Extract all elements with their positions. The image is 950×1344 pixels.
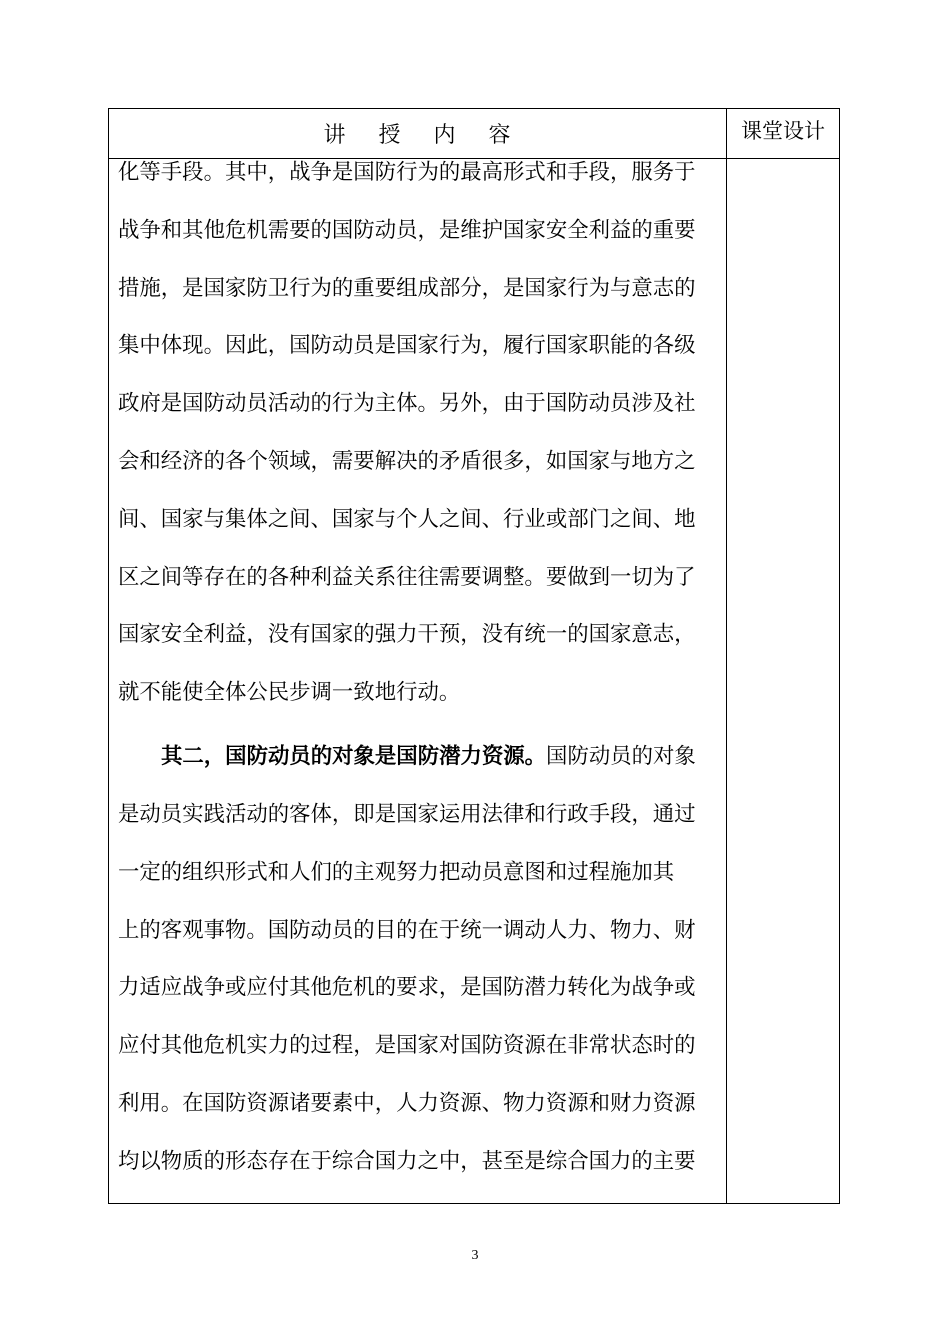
text-line: 上的客观事物。国防动员的目的在于统一调动人力、物力、财 [118,917,696,943]
text-line: 应付其他危机实力的过程，是国家对国防资源在非常状态时的 [118,1033,696,1059]
paragraph-two-heading: 其二，国防动员的对象是国防潜力资源。 [161,744,547,770]
column-divider [726,109,727,1203]
text-line: 利用。在国防资源诸要素中，人力资源、物力资源和财力资源 [118,1090,696,1116]
page-number: 3 [471,1248,479,1263]
text-line: 力适应战争或应付其他危机的要求，是国防潜力转化为战争或 [118,975,696,1001]
text-line: 区之间等存在的各种利益关系往往需要调整。要做到一切为了 [118,564,696,590]
text-line: 是动员实践活动的客体，即是国家运用法律和行政手段，通过 [118,801,696,827]
text-line: 化等手段。其中，战争是国防行为的最高形式和手段，服务于 [118,160,696,185]
text-line: 会和经济的各个领域，需要解决的矛盾很多，如国家与地方之 [118,448,696,474]
text-line: 均以物质的形态存在于综合国力之中，甚至是综合国力的主要 [118,1148,696,1174]
paragraph-two-first-line [118,743,719,801]
lecture-content-cell [118,159,719,1206]
header-lecture-content: 讲 授 内 容 [323,123,512,148]
text-line: 政府是国防动员活动的行为主体。另外，由于国防动员涉及社 [118,391,696,417]
text-line: 一定的组织形式和人们的主观努力把动员意图和过程施加其 [118,859,675,885]
text-line: 就不能使全体公民步调一致地行动。 [118,680,461,706]
table-header-row [109,109,839,159]
text-line: 措施，是国家防卫行为的重要组成部分，是国家行为与意志的 [118,275,696,301]
text-line: 集中体现。因此，国防动员是国家行为，履行国家职能的各级 [118,333,696,359]
text-line: 国家安全利益，没有国家的强力干预，没有统一的国家意志， [118,622,696,648]
header-class-design: 课堂设计 [741,119,825,143]
text-line: 间、国家与集体之间、国家与个人之间、行业或部门之间、地 [118,506,696,532]
lesson-plan-table [108,108,840,1204]
paragraph-two-first-text: 国防动员的对象 [546,744,696,770]
text-line: 战争和其他危机需要的国防动员，是维护国家安全利益的重要 [118,217,696,243]
